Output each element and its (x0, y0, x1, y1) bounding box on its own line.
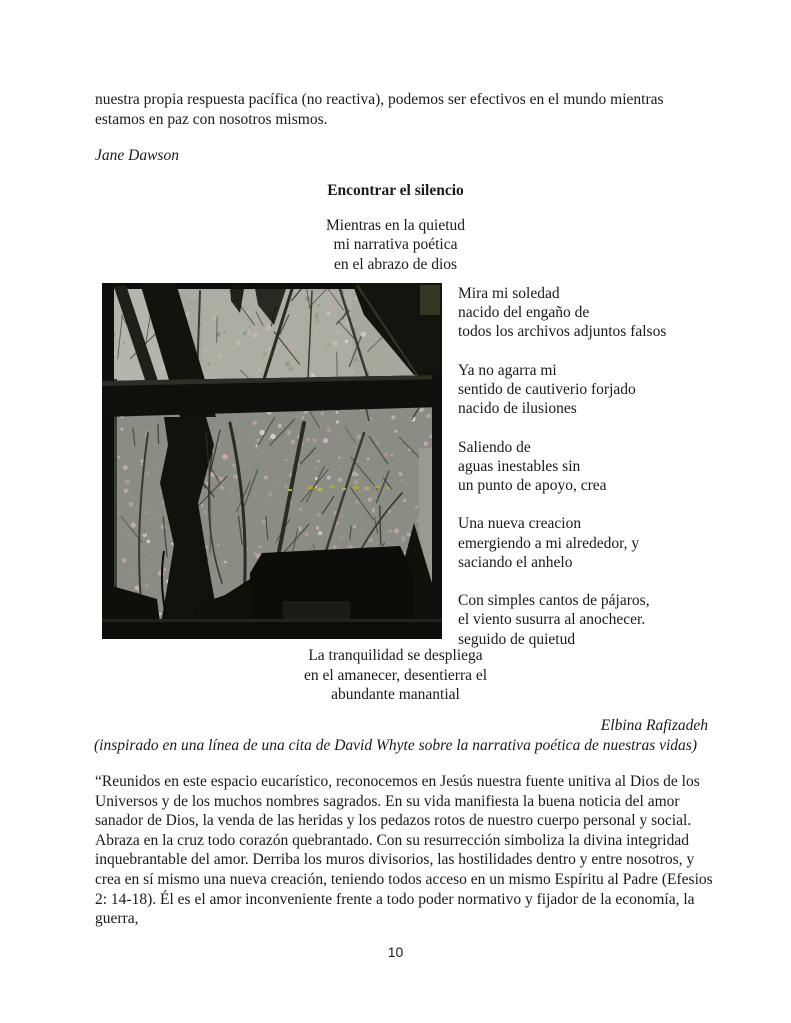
poem-line: Una nueva creacion (458, 515, 582, 533)
poem-stanza (458, 438, 718, 496)
poem-line: el viento susurra al anochecer. (458, 611, 646, 629)
poem-stanza (458, 514, 718, 572)
poem-line: abundante manantial (331, 686, 460, 704)
poem-title: Encontrar el silencio (327, 182, 464, 199)
eucharist-quote-paragraph: “Reunidos en este espacio eucarístico, reconocemos en Jesús nuestra fuente unitiva al Dios de los Universos y de los muchos nombres sagrados. En su vida manifiesta la buena noticia del amor sanador de Dios, la venda de las heridas y los pedazos rotos de nuestro cuerpo personal y social. Abraza en la cruz todo corazón quebrantado. Con su resurrección simboliza la divina integridad inquebrantable del amor. Derriba los muros divisorios, las hostilidades dentro y entre nosotros, y crea en sí mismo una nueva creación, teniendo todos acceso en un mismo Espíritu al Padre (Efesios 2: 14-18). Él es el amor inconveniente frente a todo poder normativo y fijador de la economía, la guerra, (95, 773, 713, 928)
poem-line: nacido de ilusiones (458, 400, 577, 418)
poem-line: Mira mi soledad (458, 285, 560, 302)
poem-stanza (458, 591, 718, 649)
window-photo (102, 283, 442, 639)
poem-line: La tranquilidad se despliega (308, 647, 483, 664)
poem-line: nacido del engaño de (458, 304, 590, 322)
poem-line: Ya no agarra mi (458, 361, 557, 379)
poem-line: en el amanecer, desentierra el (303, 666, 488, 684)
window-photo-illustration (102, 283, 442, 639)
page-number: 10 (387, 944, 404, 960)
poem-side-column (458, 284, 718, 668)
poem-line: seguido de quietud (458, 630, 576, 648)
poem-line: saciando el anhelo (458, 553, 573, 571)
poem-line: Con simples cantos de pájaros, (458, 592, 650, 610)
poem-author: Elbina Rafizadeh (600, 717, 708, 734)
poem-line: emergiendo a mi alrededor, y (458, 534, 640, 552)
poem-line: un punto de apoyo, crea (458, 477, 607, 494)
poem-opening-stanza (0, 216, 791, 274)
poem-line: en el abrazo de dios (333, 255, 458, 273)
poem-line: Saliendo de (458, 438, 531, 456)
intro-author: Jane Dawson (95, 147, 179, 164)
intro-paragraph: nuestra propia respuesta pacífica (no reactiva), podemos ser efectivos en el mundo mientras estamos en paz con nosotros mismos. (95, 91, 664, 128)
poem-line: aguas inestables sin (458, 457, 581, 475)
poem-stanza (458, 284, 718, 342)
poem-attribution: (inspirado en una línea de una cita de David Whyte sobre la narrativa poética de nuestras vidas) (94, 737, 697, 754)
poem-stanza (458, 361, 718, 419)
poem-line: sentido de cautiverio forjado (458, 381, 636, 398)
poem-line: todos los archivos adjuntos falsos (458, 323, 667, 341)
poem-closing-stanza (0, 646, 791, 705)
poem-line: Mientras en la quietud (325, 217, 466, 234)
poem-line: mi narrativa poética (333, 236, 458, 254)
